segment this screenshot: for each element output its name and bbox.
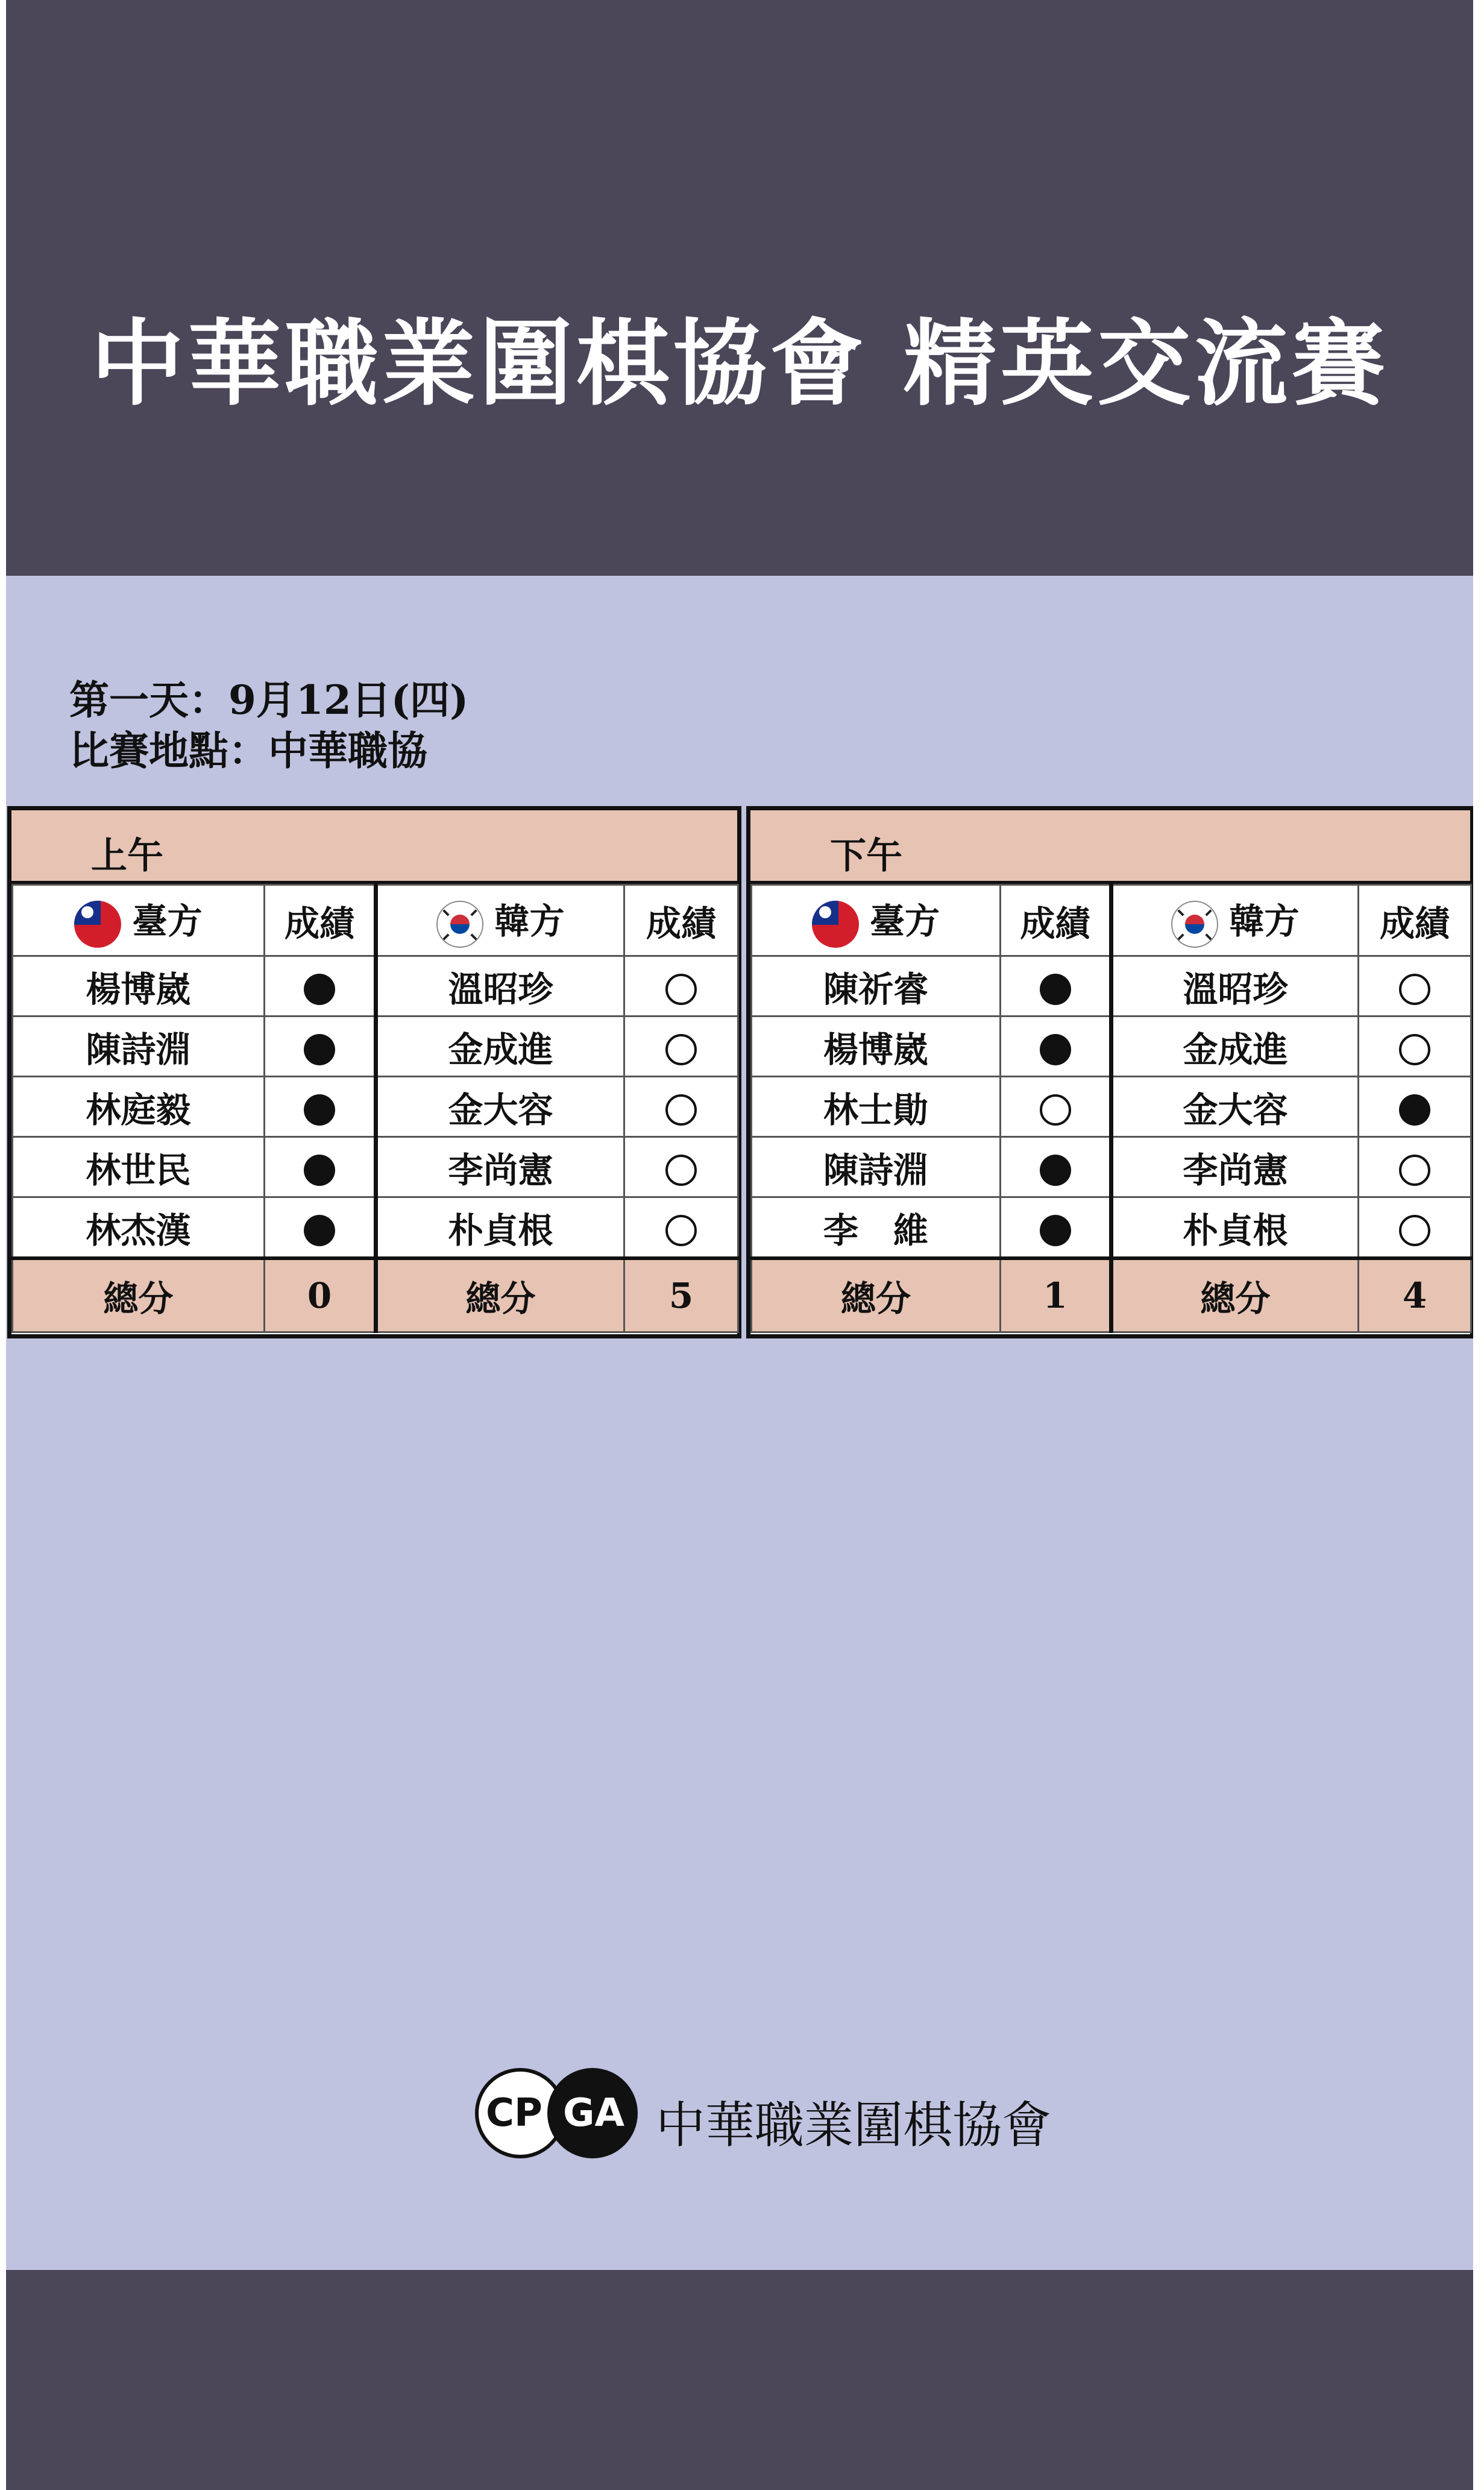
tw-result bbox=[1001, 1077, 1111, 1137]
page-left-edge bbox=[0, 0, 6, 2490]
kr-player-name: 溫昭珍 bbox=[376, 956, 624, 1016]
tw-player-name: 李 維 bbox=[752, 1197, 1001, 1259]
kr-result bbox=[1359, 1016, 1471, 1077]
tw-player-name: 林世民 bbox=[13, 1137, 265, 1197]
black-stone-icon bbox=[1040, 1215, 1071, 1246]
table-row bbox=[752, 956, 1471, 1016]
table-header-row bbox=[13, 885, 738, 956]
white-stone-icon bbox=[1399, 1155, 1430, 1186]
tw-total: 1 bbox=[1001, 1258, 1111, 1332]
black-stone-icon bbox=[304, 1215, 335, 1246]
kr-team-header: 韓方 bbox=[376, 885, 624, 956]
kr-player-name: 金成進 bbox=[376, 1016, 624, 1077]
tw-score-header: 成績 bbox=[265, 885, 376, 956]
korea-flag-icon bbox=[1171, 901, 1218, 948]
black-stone-icon bbox=[1040, 1034, 1071, 1065]
tw-player-name: 楊博崴 bbox=[13, 956, 265, 1016]
session-header bbox=[750, 810, 1470, 884]
page-right-edge bbox=[1473, 0, 1484, 2490]
kr-player-name: 李尚憲 bbox=[1111, 1137, 1359, 1197]
tw-result bbox=[265, 1137, 376, 1197]
taiwan-flag-icon bbox=[812, 901, 859, 948]
black-stone-icon bbox=[304, 1155, 335, 1186]
cpga-logo bbox=[475, 2068, 1078, 2158]
total-row bbox=[13, 1258, 738, 1332]
session-header bbox=[11, 810, 737, 884]
logo-mark-right: GA bbox=[563, 2091, 625, 2135]
page-title: 中華職業圍棋協會 精英交流賽 bbox=[90, 308, 1389, 418]
black-stone-icon bbox=[304, 1094, 335, 1126]
kr-player-name: 金大容 bbox=[376, 1077, 624, 1137]
rows bbox=[752, 956, 1471, 1259]
table-row bbox=[13, 1077, 738, 1137]
tw-team-header: 臺方 bbox=[13, 885, 265, 956]
total-row bbox=[752, 1258, 1471, 1332]
kr-result bbox=[624, 1137, 738, 1197]
footer-band bbox=[6, 2270, 1473, 2490]
tw-result bbox=[1001, 1137, 1111, 1197]
kr-player-name: 朴貞根 bbox=[376, 1197, 624, 1259]
kr-result bbox=[1359, 956, 1471, 1016]
rows bbox=[13, 956, 738, 1259]
black-stone-icon bbox=[304, 1034, 335, 1065]
event-day: 第一天：9月12日(四) bbox=[69, 676, 469, 723]
session-label: 上午 bbox=[91, 835, 163, 877]
tw-team-header: 臺方 bbox=[752, 885, 1001, 956]
white-stone-icon bbox=[1399, 974, 1430, 1005]
tw-player-name: 林庭毅 bbox=[13, 1077, 265, 1137]
tw-player-name: 楊博崴 bbox=[752, 1016, 1001, 1077]
afternoon-results-panel bbox=[746, 806, 1474, 1338]
white-stone-icon bbox=[665, 1034, 697, 1065]
kr-result bbox=[1359, 1077, 1471, 1137]
tw-result bbox=[1001, 956, 1111, 1016]
kr-score-header: 成績 bbox=[624, 885, 738, 956]
white-stone-icon bbox=[665, 1215, 697, 1246]
kr-result bbox=[624, 956, 738, 1016]
kr-result bbox=[624, 1016, 738, 1077]
kr-total: 5 bbox=[624, 1258, 738, 1332]
kr-result bbox=[624, 1197, 738, 1259]
header-band bbox=[6, 0, 1473, 576]
white-stone-icon bbox=[1399, 1215, 1430, 1246]
white-stone-icon bbox=[665, 1094, 697, 1126]
kr-player-name: 李尚憲 bbox=[376, 1137, 624, 1197]
total-label: 總分 bbox=[13, 1258, 265, 1332]
tw-result bbox=[265, 956, 376, 1016]
kr-result bbox=[1359, 1197, 1471, 1259]
kr-player-name: 金大容 bbox=[1111, 1077, 1359, 1137]
tw-result bbox=[1001, 1016, 1111, 1077]
black-stone-icon bbox=[1040, 974, 1071, 1005]
kr-player-name: 朴貞根 bbox=[1111, 1197, 1359, 1259]
black-stone-icon bbox=[304, 974, 335, 1005]
white-stone-icon bbox=[1399, 1034, 1430, 1065]
white-stone-icon bbox=[665, 1155, 697, 1186]
taiwan-flag-icon bbox=[74, 901, 121, 948]
kr-result bbox=[624, 1077, 738, 1137]
table-row bbox=[13, 956, 738, 1016]
table-row bbox=[752, 1197, 1471, 1259]
black-stone-icon bbox=[1040, 1155, 1071, 1186]
korea-flag-icon bbox=[436, 901, 483, 948]
tw-result bbox=[265, 1197, 376, 1259]
table-row bbox=[13, 1197, 738, 1259]
tw-score-header: 成績 bbox=[1001, 885, 1111, 956]
session-label: 下午 bbox=[830, 835, 902, 877]
white-stone-icon bbox=[1040, 1094, 1071, 1126]
table-row bbox=[13, 1016, 738, 1077]
table-header-row bbox=[752, 885, 1471, 956]
morning-results-panel bbox=[7, 806, 741, 1338]
table-row bbox=[752, 1016, 1471, 1077]
results-table bbox=[11, 884, 739, 1333]
table-row bbox=[13, 1137, 738, 1197]
tw-total: 0 bbox=[265, 1258, 376, 1332]
kr-score-header: 成績 bbox=[1359, 885, 1471, 956]
table-row bbox=[752, 1077, 1471, 1137]
logo-org-name: 中華職業圍棋協會 bbox=[656, 2097, 1052, 2154]
tw-player-name: 陳詩淵 bbox=[752, 1137, 1001, 1197]
tw-player-name: 林士勛 bbox=[752, 1077, 1001, 1137]
kr-result bbox=[1359, 1137, 1471, 1197]
kr-total: 4 bbox=[1359, 1258, 1471, 1332]
tw-result bbox=[265, 1077, 376, 1137]
kr-player-name: 溫昭珍 bbox=[1111, 956, 1359, 1016]
logo-mark-left: CP bbox=[486, 2091, 542, 2135]
tw-player-name: 陳祈睿 bbox=[752, 956, 1001, 1016]
total-label: 總分 bbox=[752, 1258, 1001, 1332]
tw-player-name: 林杰漢 bbox=[13, 1197, 265, 1259]
table-row bbox=[752, 1137, 1471, 1197]
results-table bbox=[750, 884, 1472, 1333]
kr-player-name: 金成進 bbox=[1111, 1016, 1359, 1077]
total-label: 總分 bbox=[1111, 1258, 1359, 1332]
total-label: 總分 bbox=[376, 1258, 624, 1332]
black-stone-icon bbox=[1399, 1094, 1430, 1126]
tw-result bbox=[265, 1016, 376, 1077]
event-venue: 比賽地點：中華職協 bbox=[69, 727, 427, 774]
tw-player-name: 陳詩淵 bbox=[13, 1016, 265, 1077]
white-stone-icon bbox=[665, 974, 697, 1005]
kr-team-header: 韓方 bbox=[1111, 885, 1359, 956]
tw-result bbox=[1001, 1197, 1111, 1259]
